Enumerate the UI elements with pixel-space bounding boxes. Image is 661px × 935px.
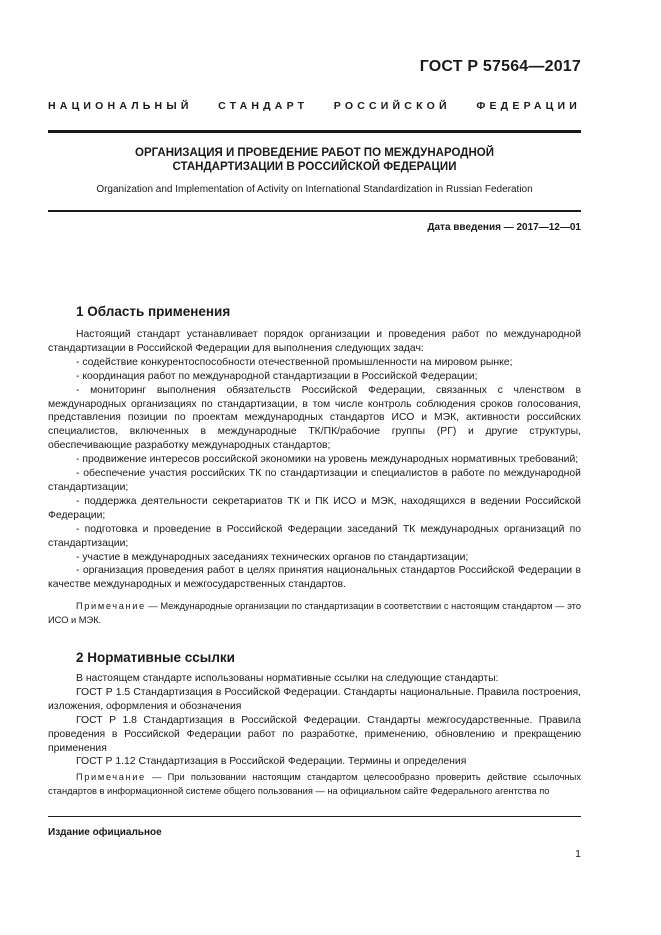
section-1-paragraph: Настоящий стандарт устанавливает порядок организации и проведения работ по международной стандартизации в Российской Федерации для выполнения следующих задач: [48,329,581,354]
section-1-list-item: - участие в международных заседаниях технических органов по стандартизации; [76,551,469,563]
section-1-list-item: - координация работ по международной стандартизации в Российской Федерации; [76,370,478,382]
section-1-list-item: - организация проведения работ в целях принятия национальных стандартов Российской Федерации в качестве международных и межгосударственных стандартов. [48,565,581,591]
section-1-list-item: - поддержка деятельности секретариатов ТК и ПК ИСО и МЭК, находящихся в ведении Российской Федерации; [48,495,581,521]
title-ru-line-2: СТАНДАРТИЗАЦИИ В РОССИЙСКОЙ ФЕДЕРАЦИИ [172,161,457,173]
page-number: 1 [575,848,581,860]
edition-label: Издание официальное [48,827,162,838]
section-1-heading: 1 Область применения [76,304,231,319]
section-2-paragraph: В настоящем стандарте использованы нормативные ссылки на следующие стандарты: [76,673,499,684]
note-text: — При пользовании настоящим стандартом целесообразно проверить действие ссылочных стандартов в информационной системе общего пользования — на официальном сайте Федерального агентства по [48,772,581,796]
section-1-body [48,328,581,592]
document-number: ГОСТ Р 57564—2017 [419,58,581,75]
title-divider [48,210,581,212]
note-text: — Международные организации по стандартизации в соответствии с настоящим стандартом — это ИСО и МЭК. [48,601,581,625]
reference-item: ГОСТ Р 1.12 Стандартизация в Российской Федерации. Термины и определения [76,756,467,768]
section-1-list-item: - обеспечение участия российских ТК по стандартизации и специалистов в работе по международной стандартизации; [48,468,581,493]
document-title-ru [48,146,581,174]
section-1-list-item: - продвижение интересов российской экономики на уровень международных нормативных требований; [76,454,579,466]
section-1-list-item: - подготовка и проведение в Российской Федерации заседаний ТК международных организаций по стандартизации; [48,523,581,549]
section-2-heading: 2 Нормативные ссылки [76,650,235,665]
note-label: Примечание [76,772,146,782]
section-1-note [48,600,581,627]
introduction-date: Дата введения — 2017—12—01 [427,222,581,233]
footer-divider [48,816,581,817]
document-title-en: Organization and Implementation of Activity on International Standardization in Russian Federation [96,184,533,195]
national-standard-banner: НАЦИОНАЛЬНЫЙ СТАНДАРТ РОССИЙСКОЙ ФЕДЕРАЦИИ [48,100,581,112]
title-ru-line-1: ОРГАНИЗАЦИЯ И ПРОВЕДЕНИЕ РАБОТ ПО МЕЖДУНАРОДНОЙ [135,147,494,159]
note-label: Примечание [76,601,146,611]
section-1-list-item: - содействие конкурентоспособности отечественной промышленности на мировом рынке; [76,356,513,368]
section-2-note [48,771,581,798]
reference-item: ГОСТ Р 1.5 Стандартизация в Российской Федерации. Стандарты национальные. Правила построения, изложения, оформления и обозначения [48,686,581,712]
section-2-body [48,672,581,769]
reference-item: ГОСТ Р 1.8 Стандартизация в Российской Федерации. Стандарты межгосударственные. Правила проведения в Российской Федерации работ по разработке, применению, обновлению и прекращению применения [48,714,581,754]
section-1-list-item: - мониторинг выполнения обязательств Российской Федерации, связанных с членством в международных организациях по стандартизации, в том числе контроль соблюдения сроков голосования, представления позиции по проектам международных стандартов ИСО и МЭК, активности российских специалистов, включенных в международные ТК/ПК/рабочие группы (РГ) и другие структуры, обеспечивающие разработку международных стандартов; [48,384,581,452]
top-divider [48,130,581,133]
